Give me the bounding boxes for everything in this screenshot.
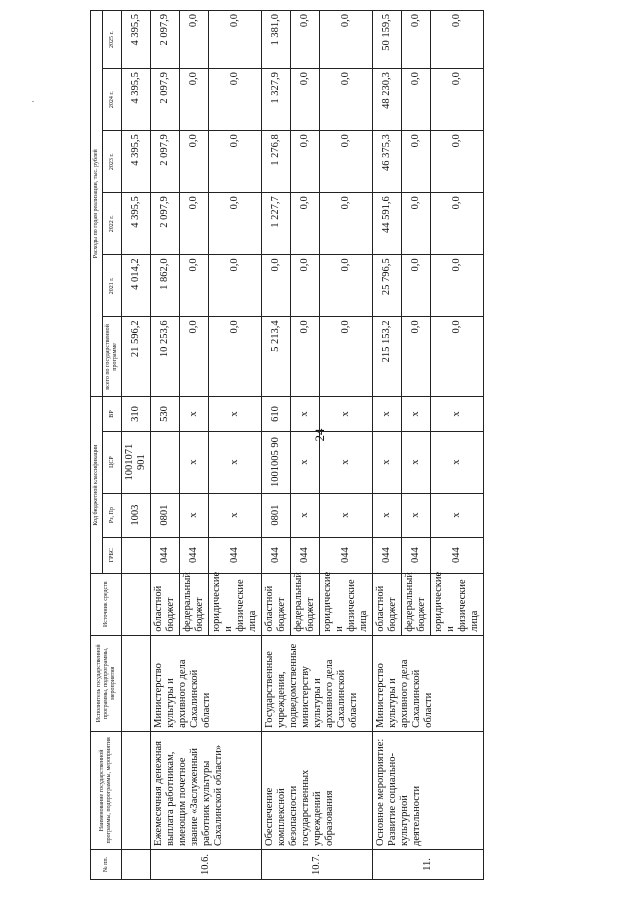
cell-rzpr: 0801 (151, 493, 180, 537)
cell-year: 4 395,5 (122, 69, 151, 131)
cell-total: 0,0 (320, 317, 373, 397)
cell-total: 0,0 (431, 317, 484, 397)
cell-grbs: 044 (262, 537, 291, 573)
cell-year: 0,0 (320, 131, 373, 193)
cell-vr: x (180, 397, 209, 431)
cell-total: 0,0 (291, 317, 320, 397)
table-row (151, 11, 180, 880)
cell-year: 1 327,9 (262, 69, 291, 131)
header-source: Источник средств (91, 573, 122, 635)
cell-grbs: 044 (180, 537, 209, 573)
cell-year: 0,0 (431, 69, 484, 131)
cell-year: 0,0 (180, 69, 209, 131)
cell-year: 0,0 (209, 131, 262, 193)
cell-total: 10 253,6 (151, 317, 180, 397)
cell-vr: x (209, 397, 262, 431)
header-year: 2025 г. (103, 11, 122, 69)
cell-year: 0,0 (291, 69, 320, 131)
cell-year: 0,0 (320, 69, 373, 131)
cell-year: 0,0 (402, 69, 431, 131)
cell-year: 0,0 (291, 255, 320, 317)
cell-year: 1 381,0 (262, 11, 291, 69)
header-csr: ЦСР (103, 431, 122, 493)
cell-csr: x (402, 431, 431, 493)
cell-year: 0,0 (209, 193, 262, 255)
cell-vr: x (431, 397, 484, 431)
cell-name: Ежемесячная денежная выплата работникам, имеющим почетное звание «Заслуженный работник культуры Сахалинской области» (151, 731, 262, 849)
cell-csr: 1001005 90 (262, 431, 291, 493)
cell-csr: x (180, 431, 209, 493)
header-rzpr: Рз, Пр (103, 493, 122, 537)
cell-year: 44 591,6 (373, 193, 402, 255)
cell-grbs: 044 (402, 537, 431, 573)
cell-year: 0,0 (320, 193, 373, 255)
cell-executor: Государственные учреждения, подведомственные министерству культуры и архивного дела Сахалинской области (262, 635, 373, 731)
cell-rzpr: x (373, 493, 402, 537)
cell-year: 46 375,3 (373, 131, 402, 193)
cell-vr: 530 (151, 397, 180, 431)
cell-no: 10.7. (262, 849, 373, 879)
header-year: 2023 г. (103, 131, 122, 193)
cell-csr: x (209, 431, 262, 493)
cell-year: 0,0 (431, 255, 484, 317)
budget-table (90, 10, 484, 880)
cell-total: 0,0 (209, 317, 262, 397)
cell-year: 0,0 (180, 131, 209, 193)
cell-year: 0,0 (180, 11, 209, 69)
cell-name: Обеспечение комплексной безопасности государственных учреждений образования (262, 731, 373, 849)
cell-year: 0,0 (209, 255, 262, 317)
cell-year: 4 395,5 (122, 131, 151, 193)
cell-year: 0,0 (402, 131, 431, 193)
cell-year: 0,0 (291, 193, 320, 255)
cell-vr: x (402, 397, 431, 431)
header-code-group: Код бюджетной классификации (91, 397, 103, 573)
cell-total: 215 153,2 (373, 317, 402, 397)
cell-source: юридические и физические лица (209, 573, 262, 635)
cell-year: 0,0 (262, 255, 291, 317)
cell-year: 0,0 (431, 131, 484, 193)
cell-source: юридические и физические лица (320, 573, 373, 635)
cell-rzpr: x (209, 493, 262, 537)
cell-year: 0,0 (291, 131, 320, 193)
cell-year: 0,0 (402, 193, 431, 255)
cell-grbs: 044 (209, 537, 262, 573)
cell-year: 48 230,3 (373, 69, 402, 131)
header-year: 2022 г. (103, 193, 122, 255)
cell-rzpr: 1003 (122, 493, 151, 537)
cell-year: 4 395,5 (122, 193, 151, 255)
cell-grbs: 044 (373, 537, 402, 573)
cell-grbs: 044 (320, 537, 373, 573)
cell-vr: 310 (122, 397, 151, 431)
cell-total: 21 596,2 (122, 317, 151, 397)
cell-year: 0,0 (291, 11, 320, 69)
header-year: 2024 г. (103, 69, 122, 131)
cell-year: 0,0 (402, 11, 431, 69)
cell-no: 11. (373, 849, 484, 879)
header-total: всего по государственной программе (103, 317, 122, 397)
cell-year: 0,0 (209, 11, 262, 69)
cell-no: 10.6. (151, 849, 262, 879)
table-row (373, 11, 402, 880)
cell-year: 2 097,9 (151, 131, 180, 193)
cell-grbs: 044 (151, 537, 180, 573)
header-vr: ВР (103, 397, 122, 431)
cell-csr: x (431, 431, 484, 493)
cell-source: областной бюджет (262, 573, 291, 635)
cell-csr (151, 431, 180, 493)
cell-name: Основное мероприятие: Развитие социально-культурной деятельности (373, 731, 484, 849)
cell-rzpr: x (320, 493, 373, 537)
cell-csr: x (373, 431, 402, 493)
cell-vr: x (291, 397, 320, 431)
cell-rzpr: x (180, 493, 209, 537)
table-body (122, 11, 484, 880)
cell-rzpr: x (431, 493, 484, 537)
cell-rzpr: x (291, 493, 320, 537)
cell-source: юридические и физические лица (431, 573, 484, 635)
cell-vr: x (320, 397, 373, 431)
cell-year: 0,0 (180, 255, 209, 317)
cell-year: 50 159,5 (373, 11, 402, 69)
header-year: 2021 г. (103, 255, 122, 317)
scan-speck: . (32, 95, 34, 104)
table-row (262, 11, 291, 880)
header-grbs: ГРБС (103, 537, 122, 573)
cell-year: 0,0 (431, 11, 484, 69)
cell-year: 1 862,0 (151, 255, 180, 317)
cell-year: 1 276,8 (262, 131, 291, 193)
cell-csr: 1001071 901 (122, 431, 151, 493)
cell-year: 1 227,7 (262, 193, 291, 255)
cell-rzpr: x (402, 493, 431, 537)
cell-source: федеральный бюджет (402, 573, 431, 635)
header-expenses-group: Расходы по годам реализации, тыс. рублей (91, 11, 103, 397)
cell-year: 0,0 (209, 69, 262, 131)
cell-total: 0,0 (180, 317, 209, 397)
cell-grbs: 044 (291, 537, 320, 573)
cell-year: 0,0 (320, 255, 373, 317)
cell-csr: x (291, 431, 320, 493)
cell-grbs: 044 (431, 537, 484, 573)
cell-vr: x (373, 397, 402, 431)
cell-year: 0,0 (180, 193, 209, 255)
cell-csr: x (320, 431, 373, 493)
cell-source: федеральный бюджет (180, 573, 209, 635)
header-no: № пп. (91, 849, 122, 879)
cell-year: 4 395,5 (122, 11, 151, 69)
cell-year: 0,0 (431, 193, 484, 255)
table-row (122, 11, 151, 880)
header-name: Наименование государственной программы, подпрограммы, мероприятия (91, 731, 122, 849)
cell-year: 4 014,2 (122, 255, 151, 317)
cell-year: 0,0 (402, 255, 431, 317)
budget-table-rotated (90, 10, 620, 880)
cell-year: 2 097,9 (151, 11, 180, 69)
cell-executor: Министерство культуры и архивного дела Сахалинской области (373, 635, 484, 731)
page-number: 24 (312, 428, 327, 442)
cell-total: 0,0 (402, 317, 431, 397)
cell-year: 2 097,9 (151, 69, 180, 131)
cell-source: областной бюджет (151, 573, 180, 635)
cell-source: федеральный бюджет (291, 573, 320, 635)
cell-year: 25 796,5 (373, 255, 402, 317)
header-executor: Исполнитель государственной программы, подпрограммы, мероприятия (91, 635, 122, 731)
cell-rzpr: 0801 (262, 493, 291, 537)
cell-year: 2 097,9 (151, 193, 180, 255)
cell-vr: 610 (262, 397, 291, 431)
cell-executor: Министерство культуры и архивного дела Сахалинской области (151, 635, 262, 731)
cell-source: областной бюджет (373, 573, 402, 635)
cell-total: 5 213,4 (262, 317, 291, 397)
cell-year: 0,0 (320, 11, 373, 69)
